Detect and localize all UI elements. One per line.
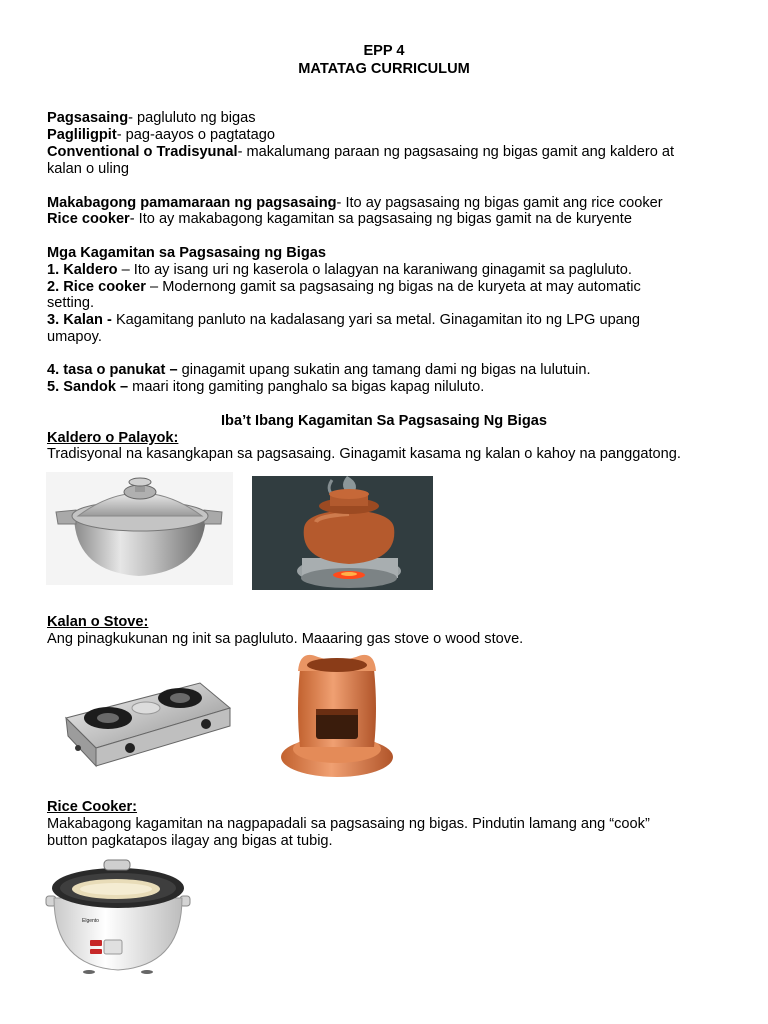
- kalan-text: Ang pinagkukunan ng init sa pagluluto. Maaaring gas stove o wood stove.: [47, 631, 524, 647]
- definition-item: [47, 211, 727, 228]
- section-heading: Iba’t Ibang Kagamitan Sa Pagsasaing Ng Bigas: [220, 413, 547, 429]
- aluminum-pot-icon: [46, 472, 233, 585]
- rice-cooker-icon: [44, 858, 192, 976]
- tool-item: 2. Rice cooker – Modernong gamit sa pagsasaing ng bigas na de kuryeta at may automatic: [47, 279, 641, 295]
- gas-stove-icon: [60, 678, 232, 774]
- kaldero-text: Tradisyonal na kasangkapan sa pagsasaing. Ginagamit kasama ng kalan o kahoy na panggatong.: [47, 446, 681, 462]
- tool-item: 4. tasa o panukat – ginagamit upang sukatin ang tamang dami ng bigas na lulutuin.: [47, 362, 591, 378]
- definition-item: [47, 127, 727, 144]
- clay-stove-icon: [278, 649, 396, 781]
- definition-text: - Ito ay makabagong kagamitan sa pagsasaing ng bigas gamit na de kuryente: [129, 211, 632, 227]
- definition-text: - Ito ay pagsasaing ng bigas gamit ang rice cooker: [336, 195, 663, 211]
- tool-item-continuation: setting.: [47, 295, 95, 311]
- definition-continuation: kalan o uling: [47, 161, 129, 177]
- term: Makabagong pamamaraan ng pagsasaing: [47, 195, 337, 211]
- tool-item: 3. Kalan - Kagamitang panluto na kadalasang yari sa metal. Ginagamitan ito ng LPG upang: [47, 312, 641, 328]
- kalan-title: Kalan o Stove:: [47, 614, 149, 630]
- definition-item: [47, 110, 727, 127]
- tool-item-continuation: umapoy.: [47, 329, 102, 345]
- term: Pagliligpit: [47, 127, 117, 143]
- term: Conventional o Tradisyunal: [47, 144, 238, 160]
- definition-text: - pag-aayos o pagtatago: [116, 127, 275, 143]
- rice-cooker-text: Makabagong kagamitan na nagpapadali sa pagsasaing ng bigas. Pindutin lamang ang “cook”: [47, 816, 650, 832]
- doc-subtitle: MATATAG CURRICULUM: [298, 61, 470, 77]
- tools-heading: Mga Kagamitan sa Pagsasaing ng Bigas: [47, 245, 326, 261]
- clay-pot-fire-icon: [252, 476, 433, 590]
- kaldero-title: Kaldero o Palayok:: [47, 430, 179, 446]
- term: Pagsasaing: [47, 110, 129, 126]
- definition-text: - makalumang paraan ng pagsasaing ng bigas gamit ang kaldero at: [237, 144, 675, 160]
- tool-item: 5. Sandok – maari itong gamiting panghalo sa bigas kapag niluluto.: [47, 379, 485, 395]
- term: Rice cooker: [47, 211, 130, 227]
- rice-cooker-title: Rice Cooker:: [47, 799, 138, 815]
- definition-text: - pagluluto ng bigas: [128, 110, 256, 126]
- definition-item: [47, 144, 727, 161]
- tool-item: 1. Kaldero – Ito ay isang uri ng kaserola o lalagyan na karaniwang ginagamit sa pagluluto.: [47, 262, 632, 278]
- definition-item: [47, 195, 727, 212]
- rice-cooker-brand: Elgento: [82, 918, 99, 924]
- rice-cooker-text-continuation: button pagkatapos ilagay ang bigas at tubig.: [47, 833, 333, 849]
- doc-title: EPP 4: [363, 43, 405, 59]
